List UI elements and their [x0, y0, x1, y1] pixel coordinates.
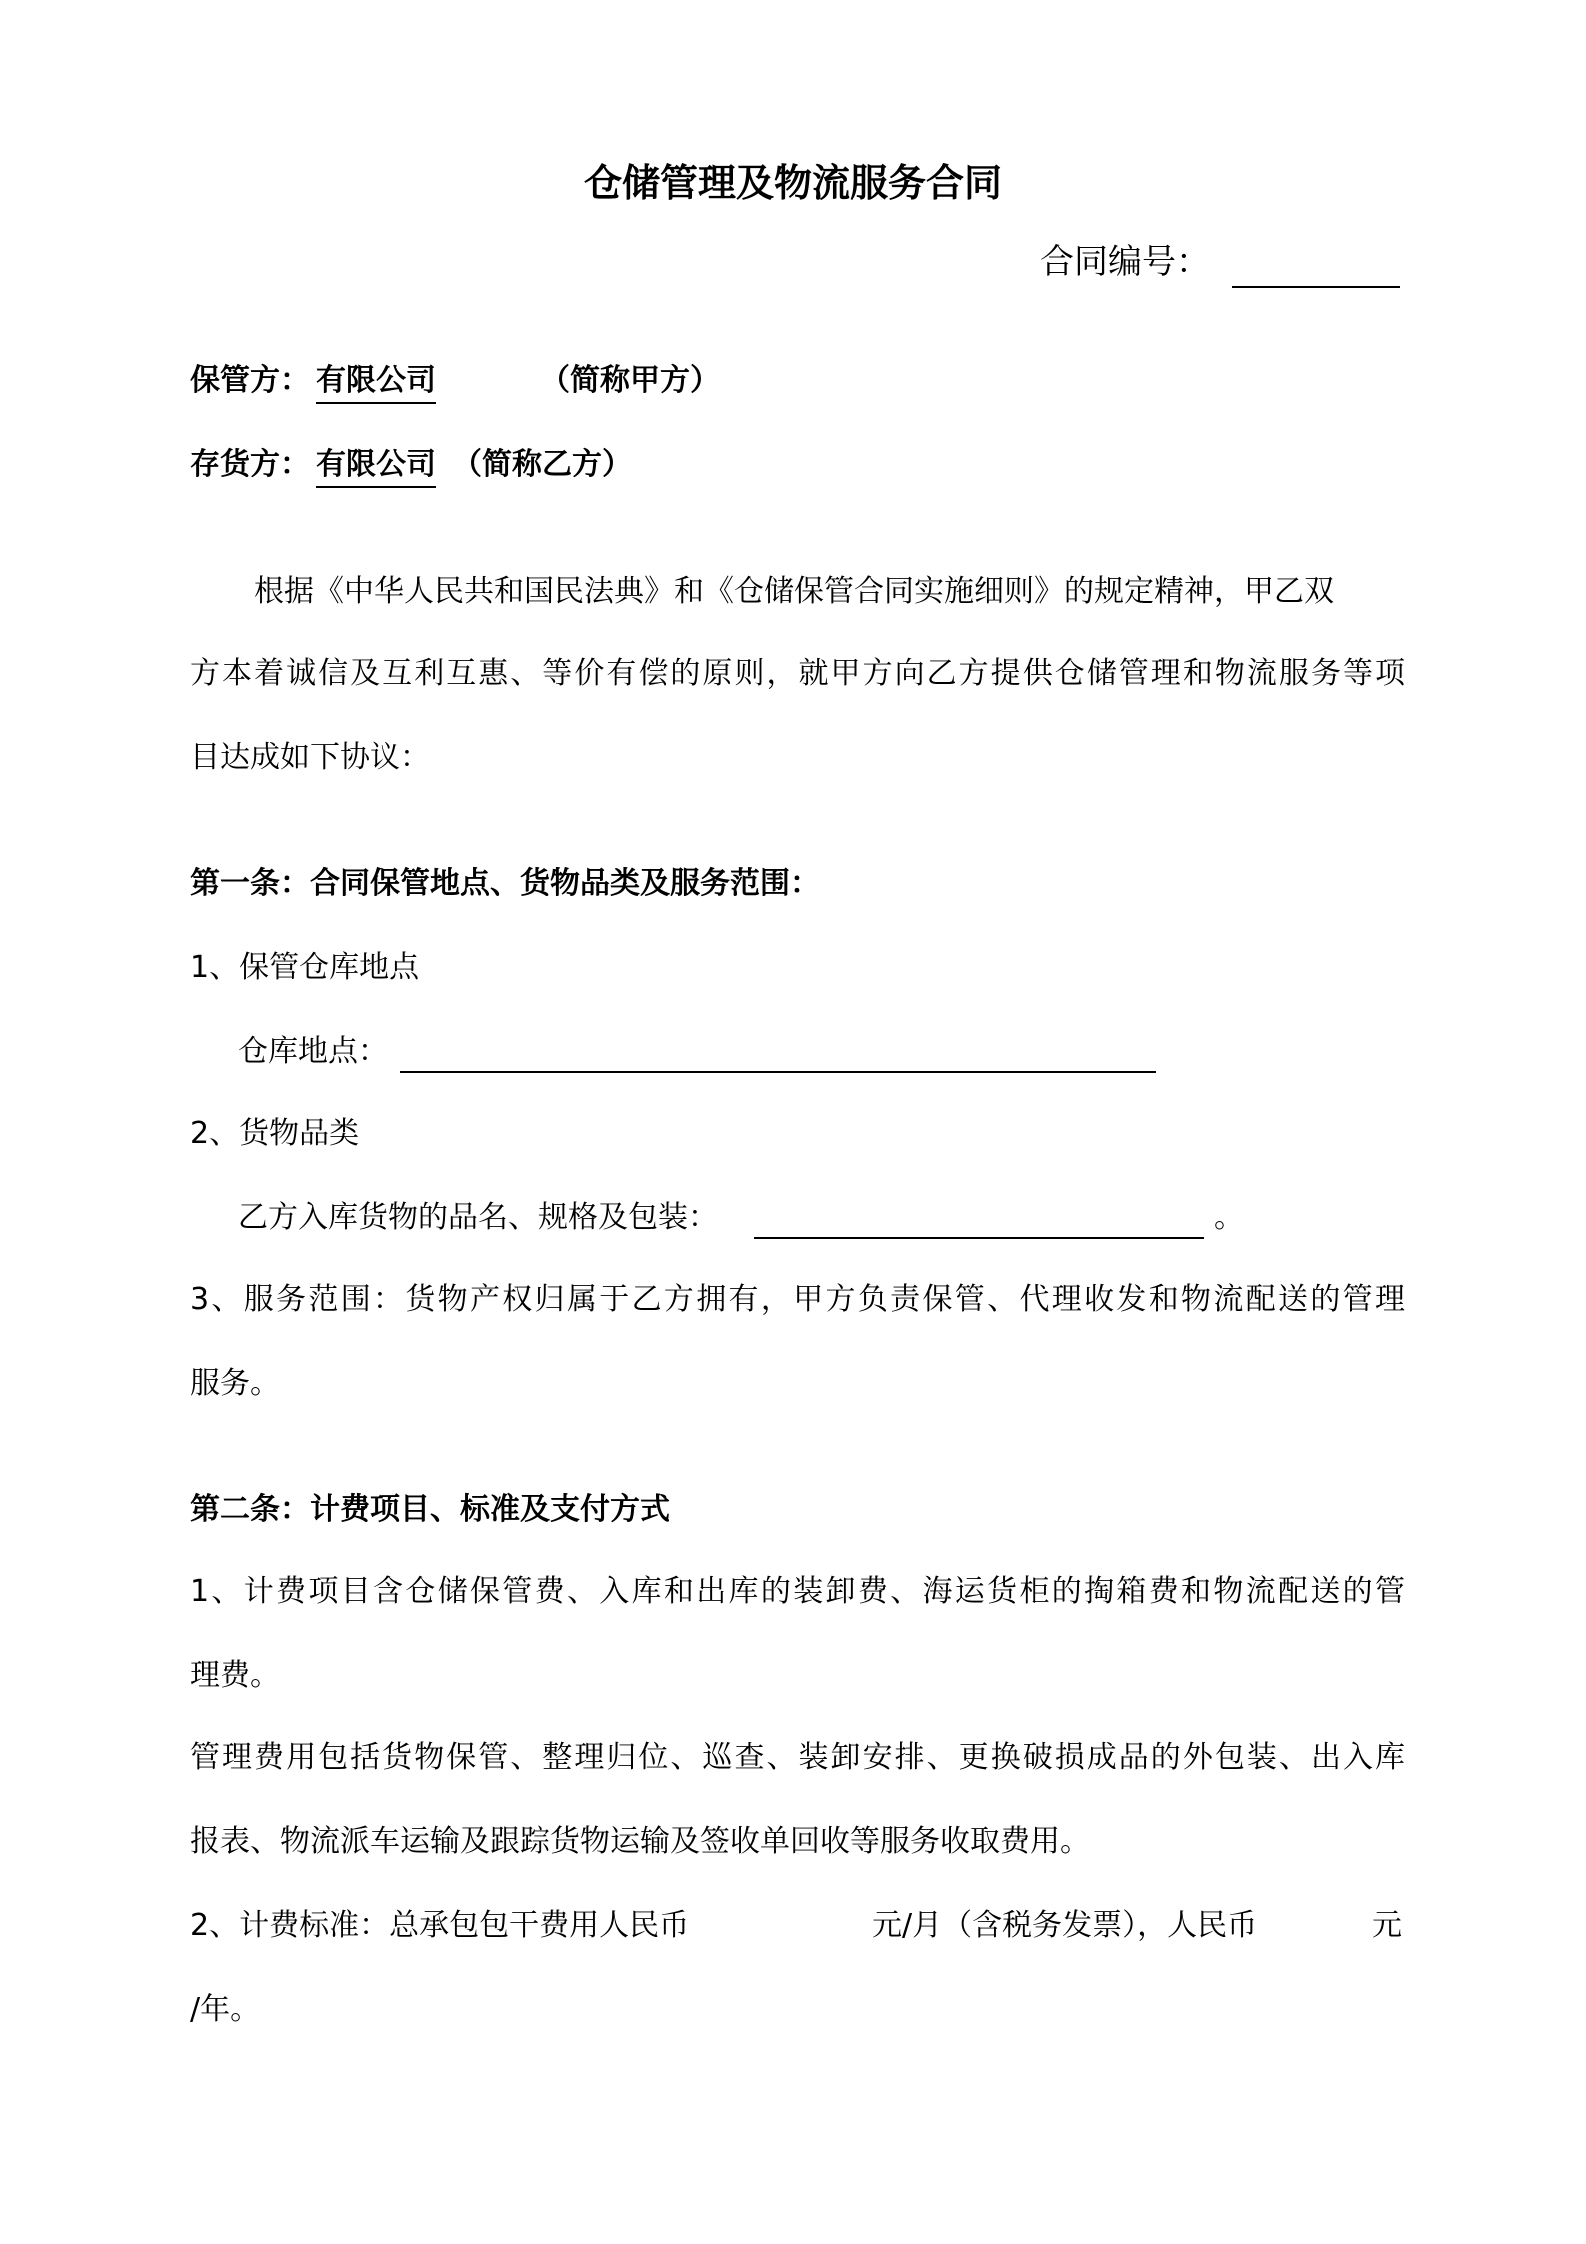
- article-1-item-1: 1、保管仓库地点: [190, 950, 420, 985]
- article-2-item-1-line-2: 理费。: [190, 1658, 280, 1693]
- warehouse-location-label: 仓库地点：: [238, 1034, 388, 1069]
- article-1-item-3-line-1: 3、服务范围：货物产权归属于乙方拥有，甲方负责保管、代理收发和物流配送的管理: [190, 1282, 1405, 1317]
- preamble-line-3: 目达成如下协议：: [190, 740, 430, 775]
- fee-standard-line-2: /年。: [190, 1992, 261, 2027]
- party-b-label: 存货方：: [190, 447, 310, 482]
- goods-spec-end: 。: [1214, 1200, 1244, 1235]
- goods-spec-label: 乙方入库货物的品名、规格及包装：: [238, 1200, 718, 1235]
- contract-number-blank[interactable]: [1232, 286, 1400, 288]
- warehouse-location-blank[interactable]: [400, 1071, 1156, 1073]
- preamble-line-1: 根据《中华人民共和国民法典》和《仓储保管合同实施细则》的规定精神，甲乙双: [254, 574, 1334, 609]
- management-fee-line-2: 报表、物流派车运输及跟踪货物运输及签收单回收等服务收取费用。: [190, 1824, 1090, 1859]
- article-1-heading: 第一条：合同保管地点、货物品类及服务范围：: [190, 866, 820, 901]
- management-fee-line-1: 管理费用包括货物保管、整理归位、巡查、装卸安排、更换破损成品的外包装、出入库: [190, 1740, 1405, 1775]
- article-1-item-2: 2、货物品类: [190, 1116, 360, 1151]
- goods-spec-blank[interactable]: [754, 1237, 1204, 1239]
- preamble-line-2: 方本着诚信及互利互惠、等价有偿的原则，就甲方向乙方提供仓储管理和物流服务等项: [190, 656, 1405, 691]
- article-2-item-1-line-1: 1、计费项目含仓储保管费、入库和出库的装卸费、海运货柜的掏箱费和物流配送的管: [190, 1574, 1405, 1609]
- article-2-heading: 第二条：计费项目、标准及支付方式: [190, 1492, 670, 1527]
- party-b-name-wrap: [316, 445, 436, 485]
- party-a-label: 保管方：: [190, 363, 310, 398]
- party-b-alias: （简称乙方）: [452, 447, 632, 482]
- fee-standard-a: 2、计费标准：总承包包干费用人民币: [190, 1908, 690, 1943]
- party-a-name-wrap: [316, 361, 436, 401]
- party-a-name: 有限公司: [316, 363, 436, 404]
- document-title: 仓储管理及物流服务合同: [583, 161, 1002, 205]
- fee-standard-c: 元: [1372, 1908, 1402, 1943]
- party-b-name: 有限公司: [316, 447, 436, 488]
- fee-standard-b: 元/月（含税务发票），人民币: [872, 1908, 1258, 1943]
- party-a-alias: （简称甲方）: [540, 363, 720, 398]
- article-1-item-3-line-2: 服务。: [190, 1366, 280, 1401]
- contract-number-label: 合同编号：: [1040, 242, 1210, 282]
